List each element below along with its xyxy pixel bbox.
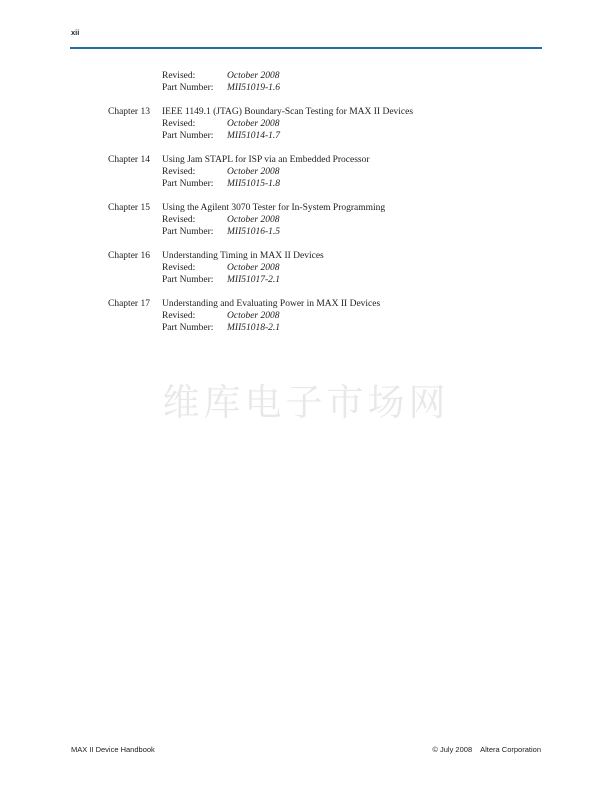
chapter-title: Using Jam STAPL for ISP via an Embedded Processor <box>162 155 370 165</box>
part-number-line <box>108 178 538 190</box>
footer-date: © July 2008 <box>432 745 473 754</box>
chapter-heading <box>108 250 538 262</box>
revised-value: October 2008 <box>227 215 280 225</box>
part-number-label: Part Number: <box>162 323 214 333</box>
footer-company: Altera Corporation <box>480 745 541 754</box>
chapter-label: Chapter 13 <box>108 107 150 117</box>
part-number-label: Part Number: <box>162 179 214 189</box>
chapter-heading <box>108 202 538 214</box>
part-number-value: MII51019-1.6 <box>227 83 281 93</box>
part-number-line <box>108 82 538 94</box>
revised-value: October 2008 <box>227 119 280 129</box>
part-number-line <box>108 322 538 334</box>
chapter-heading <box>108 298 538 310</box>
footer-handbook-title: MAX II Device Handbook <box>71 745 155 754</box>
revised-line <box>108 310 538 322</box>
chapter-title: Understanding Timing in MAX II Devices <box>162 251 324 261</box>
revised-label: Revised: <box>162 311 196 321</box>
footer-copyright <box>432 745 541 754</box>
chapter-label: Chapter 16 <box>108 251 150 261</box>
chapter-label: Chapter 15 <box>108 203 150 213</box>
chapter-entry-15 <box>108 202 538 238</box>
chapter-heading <box>108 154 538 166</box>
page-number: xii <box>71 28 80 37</box>
watermark: 维库电子市场网 <box>162 381 450 424</box>
chapter-title: IEEE 1149.1 (JTAG) Boundary-Scan Testing for MAX II Devices <box>162 107 414 117</box>
revised-label: Revised: <box>162 71 196 81</box>
revised-line <box>108 214 538 226</box>
revision-entry-continued <box>108 70 538 94</box>
chapter-entry-16 <box>108 250 538 286</box>
revised-value: October 2008 <box>227 167 280 177</box>
part-number-line <box>108 274 538 286</box>
chapter-heading <box>108 106 538 118</box>
part-number-label: Part Number: <box>162 83 214 93</box>
part-number-value: MII51015-1.8 <box>227 179 281 189</box>
part-number-label: Part Number: <box>162 227 214 237</box>
revised-label: Revised: <box>162 215 196 225</box>
part-number-line <box>108 130 538 142</box>
revised-line <box>108 262 538 274</box>
header-rule <box>70 47 542 49</box>
part-number-label: Part Number: <box>162 275 214 285</box>
revision-list <box>108 70 538 346</box>
part-number-value: MII51018-2.1 <box>227 323 281 333</box>
revised-value: October 2008 <box>227 311 280 321</box>
chapter-entry-14 <box>108 154 538 190</box>
chapter-entry-13 <box>108 106 538 142</box>
chapter-title: Using the Agilent 3070 Tester for In-System Programming <box>162 203 386 213</box>
revised-line <box>108 70 538 82</box>
chapter-label: Chapter 14 <box>108 155 150 165</box>
part-number-value: MII51016-1.5 <box>227 227 281 237</box>
revised-line <box>108 118 538 130</box>
revised-label: Revised: <box>162 263 196 273</box>
part-number-line <box>108 226 538 238</box>
revised-value: October 2008 <box>227 263 280 273</box>
revised-label: Revised: <box>162 167 196 177</box>
revised-value: October 2008 <box>227 71 280 81</box>
part-number-label: Part Number: <box>162 131 214 141</box>
part-number-value: MII51014-1.7 <box>227 131 281 141</box>
revised-label: Revised: <box>162 119 196 129</box>
part-number-value: MII51017-2.1 <box>227 275 281 285</box>
chapter-title: Understanding and Evaluating Power in MAX II Devices <box>162 299 381 309</box>
revised-line <box>108 166 538 178</box>
chapter-entry-17 <box>108 298 538 334</box>
chapter-label: Chapter 17 <box>108 299 150 309</box>
